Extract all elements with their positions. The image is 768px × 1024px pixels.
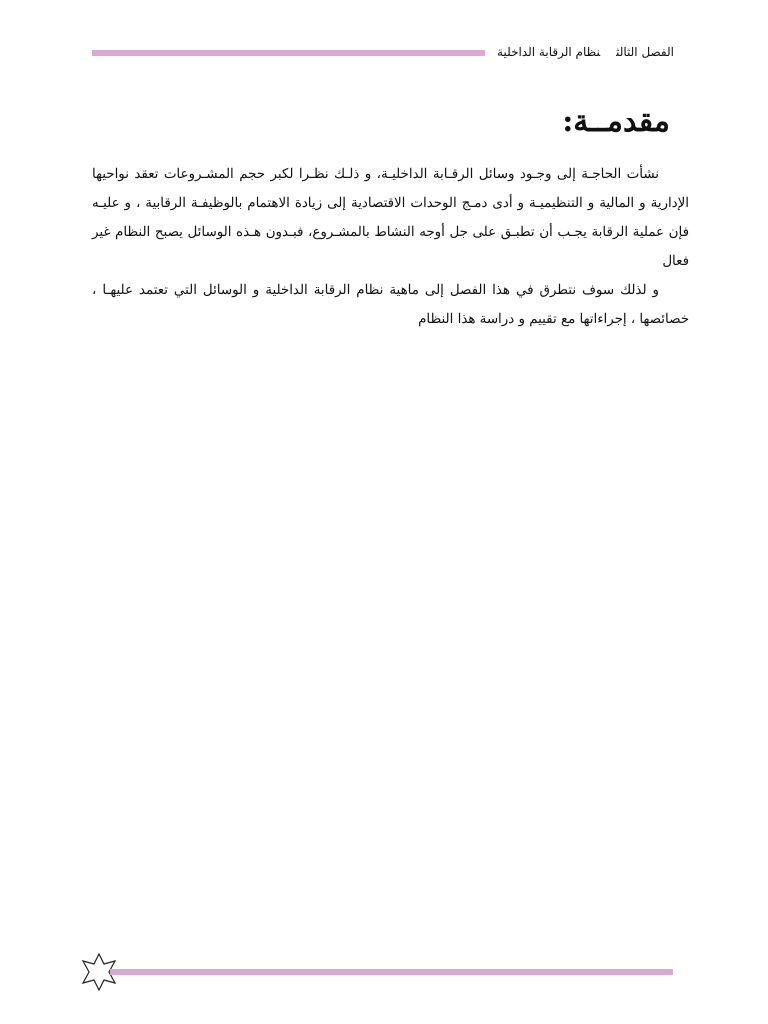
chapter-title: نظام الرقابة الداخلية	[497, 45, 601, 59]
paragraph-scope: و لذلك سوف نتطرق في هذا الفصل إلى ماهية نظام الرقابة الداخلية و الوسائل التي تعتمد عليهـا ، خصائصها ، إجراءاتها مع تقييم و دراسة هذا النظام	[92, 283, 689, 327]
paragraph-intro: نشأت الحاجـة إلى وجـود وسائل الرقـابة الداخليـة، و ذلـك نظـرا لكبر حجم المشـروعات تعقد نواحيها الإدارية و المالية و التنظيميـة و أدى دمـج الوحدات الاقتصادية إلى زيادة الاهتمام بالوظيفـة الرقابية ، و عليـه فإن عملية الرقابة يجـب أن تطبـق على جل أوجه النشاط بالمشـروع، فبـدون هـذه الوسائل يصبح النظام غير فعال	[92, 167, 689, 269]
footer-rule	[110, 969, 673, 975]
running-header	[497, 44, 674, 60]
header-rule	[92, 50, 485, 56]
page-title: مقدمــة:	[562, 104, 670, 139]
body-text	[92, 160, 689, 334]
chapter-label: الفصل الثالث	[616, 45, 674, 59]
